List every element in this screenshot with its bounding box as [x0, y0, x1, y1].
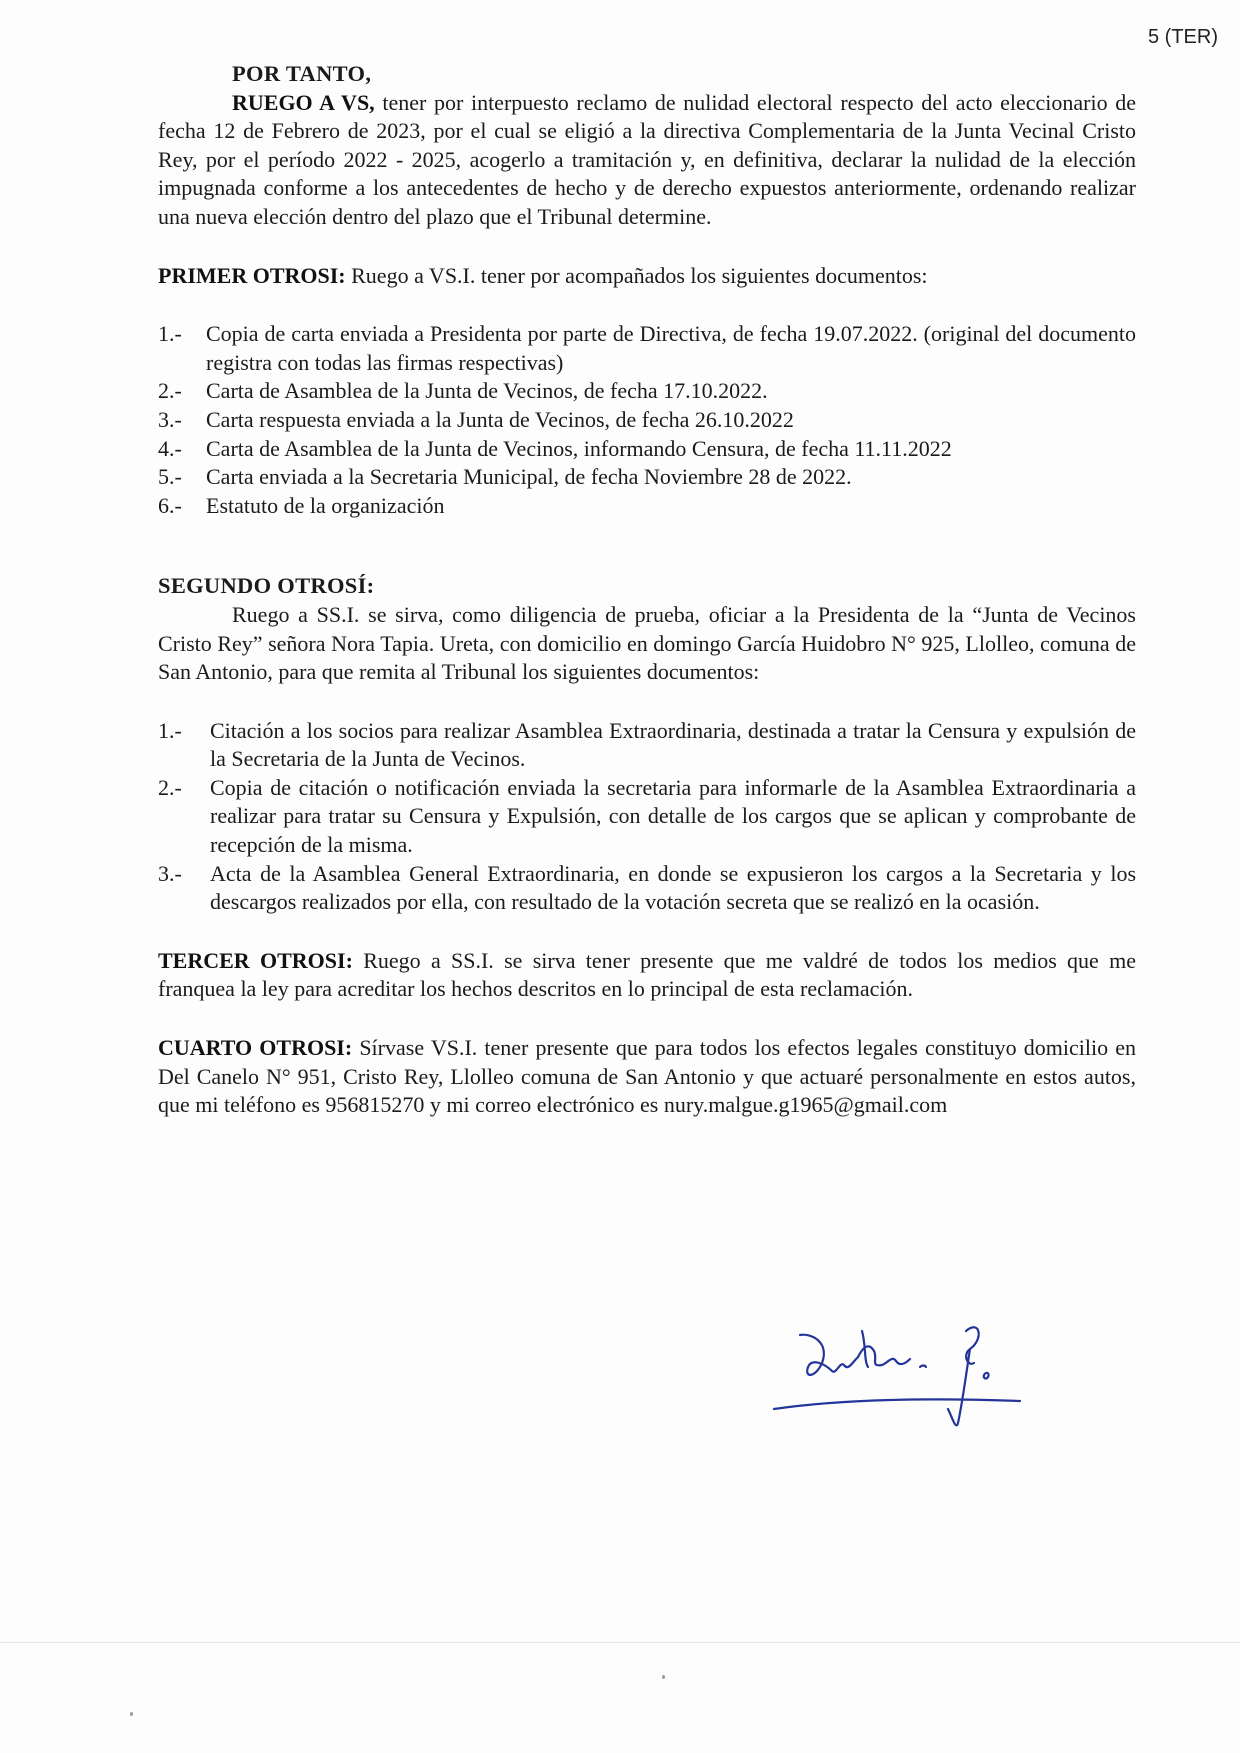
list-item: [158, 492, 1136, 521]
cuarto-otrosi-heading: CUARTO OTROSI:: [158, 1035, 353, 1061]
list-item: [158, 320, 1136, 377]
segundo-otrosi-text: Ruego a SS.I. se sirva, como diligencia de prueba, oficiar a la Presidenta de la “Junta de Vecinos Cristo Rey” señora Nora Tapia. Ureta, con domicilio en domingo García Huidobro N° 925, Llolleo, comuna de San Antonio, para que remita al Tribunal los siguientes documentos:: [158, 601, 1136, 685]
list-item-number: 1.-: [158, 321, 182, 347]
list-item: [158, 406, 1136, 435]
list-item: [158, 717, 1136, 774]
primer-otrosi-list: [158, 320, 1136, 520]
segundo-otrosi-heading: SEGUNDO OTROSÍ:: [158, 573, 375, 599]
cuarto-otrosi-text: Sírvase VS.I. tener presente que para todos los efectos legales constituyo domicilio en Del Canelo N° 951, Cristo Rey, Llolleo comuna de San Antonio y que actuaré personalmente en estos autos, que mi teléfono es 956815270 y mi correo electrónico es nury.malgue.g1965@gmail.com: [158, 1035, 1136, 1118]
primer-otrosi-text: Ruego a VS.I. tener por acompañados los siguientes documentos:: [345, 262, 928, 288]
tercer-otrosi-paragraph: [158, 947, 1136, 1004]
cuarto-otrosi-paragraph: [158, 1034, 1136, 1120]
list-item-text: Carta de Asamblea de la Junta de Vecinos, de fecha 17.10.2022.: [206, 378, 768, 404]
scan-speck: [662, 1675, 665, 1679]
document-body: [158, 60, 1136, 1120]
list-item-number: 2.-: [158, 774, 182, 800]
list-item: [158, 774, 1136, 860]
list-item-text: Copia de citación o notificación enviada la secretaria para informarle de la Asamblea Extraordinaria a realizar para tratar su Censura y Expulsión, con detalle de los cargos que se aplican y comprobante de recepción de la misma.: [210, 774, 1136, 858]
por-tanto-text: tener por interpuesto reclamo de nulidad electoral respecto del acto eleccionario de fecha 12 de Febrero de 2023, por el cual se eligió a la directiva Complementaria de la Junta Vecinal Cristo Rey, por el período 2022 - 2025, acogerlo a tramitación y, en definitiva, declarar la nulidad de la elección impugnada conforme a los antecedentes de hecho y de derecho expuestos anteriormente, ordenando realizar una nueva elección dentro del plazo que el Tribunal determine.: [158, 89, 1137, 229]
list-item-text: Carta enviada a la Secretaria Municipal, de fecha Noviembre 28 de 2022.: [206, 464, 852, 490]
list-item-number: 3.-: [158, 406, 182, 432]
list-item-text: Estatuto de la organización: [206, 492, 445, 518]
scan-footer-rule: [0, 1642, 1240, 1643]
por-tanto-lead: RUEGO A VS,: [232, 89, 375, 115]
list-item-text: Acta de la Asamblea General Extraordinaria, en donde se expusieron los cargos a la Secretaria y los descargos realizados por ella, con resultado de la votación secreta que se realizó en la ocasión.: [210, 860, 1136, 915]
por-tanto-heading: POR TANTO,: [232, 61, 372, 86]
handwritten-signature-icon: [770, 1305, 1030, 1455]
list-item-text: Copia de carta enviada a Presidenta por parte de Directiva, de fecha 19.07.2022. (original del documento registra con todas las firmas respectivas): [206, 321, 1136, 375]
tercer-otrosi-heading: TERCER OTROSI:: [158, 947, 353, 973]
primer-otrosi-paragraph: [158, 262, 1136, 291]
list-item: [158, 435, 1136, 464]
tercer-otrosi-text: Ruego a SS.I. se sirva tener presente que me valdré de todos los medios que me franquea la ley para acreditar los hechos descritos en lo principal de esta reclamación.: [158, 947, 1136, 1002]
list-item-number: 6.-: [158, 492, 182, 518]
primer-otrosi-heading: PRIMER OTROSI:: [158, 262, 346, 288]
list-item-number: 4.-: [158, 435, 182, 461]
list-item-number: 1.-: [158, 717, 182, 743]
list-item: [158, 860, 1136, 917]
page-number: 5 (TER): [1148, 26, 1218, 48]
list-item-number: 5.-: [158, 464, 182, 490]
segundo-otrosi-list: [158, 717, 1136, 917]
list-item-number: 2.-: [158, 378, 182, 404]
list-item-text: Carta de Asamblea de la Junta de Vecinos, informando Censura, de fecha 11.11.2022: [206, 435, 952, 461]
list-item: [158, 463, 1136, 492]
por-tanto-paragraph: [158, 89, 1136, 232]
scan-speck: [130, 1712, 133, 1716]
list-item-number: 3.-: [158, 860, 182, 886]
list-item-text: Carta respuesta enviada a la Junta de Vecinos, de fecha 26.10.2022: [206, 406, 794, 432]
list-item: [158, 377, 1136, 406]
list-item-text: Citación a los socios para realizar Asamblea Extraordinaria, destinada a tratar la Censura y expulsión de la Secretaria de la Junta de Vecinos.: [210, 717, 1136, 772]
